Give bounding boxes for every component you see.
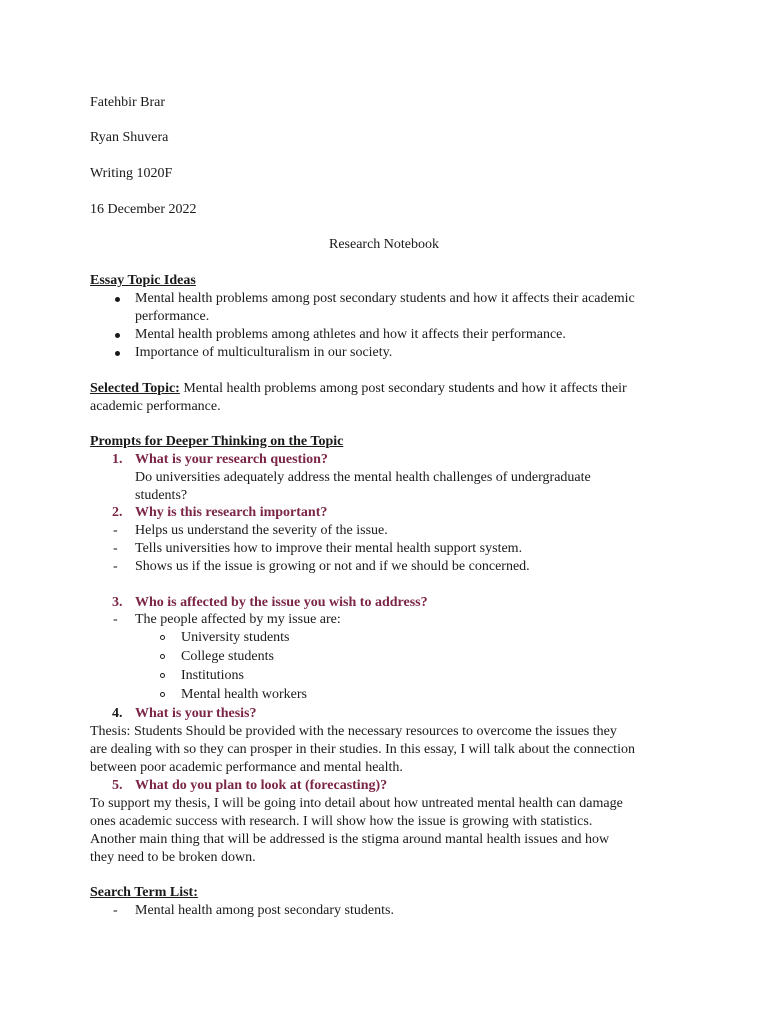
thesis-line-2: are dealing with so they can prosper in their studies. In this essay, I will talk about the connection [90, 742, 635, 757]
document-title: Research Notebook [328, 237, 440, 252]
q4-number: 4. [112, 706, 123, 721]
dash-marker: - [113, 559, 118, 574]
forecast-line-1: To support my thesis, I will be going into detail about how untreated mental health can damage [90, 796, 623, 811]
dash-marker: - [113, 523, 118, 538]
q5-number: 5. [112, 778, 123, 793]
dash-marker: - [113, 903, 118, 918]
search-term-item-1: Mental health among post secondary students. [135, 903, 394, 918]
q2-number: 2. [112, 505, 123, 520]
selected-topic-label: Selected Topic: [90, 381, 180, 396]
forecast-line-2: ones academic success with research. I will show how the issue is growing with statistics. [90, 814, 593, 829]
topic-item-1-line1: Mental health problems among post secondary students and how it affects their academic [135, 291, 635, 306]
q2-point-2: Tells universities how to improve their mental health support system. [135, 541, 523, 556]
q4-question: What is your thesis? [135, 706, 257, 721]
q2-point-1: Helps us understand the severity of the issue. [135, 523, 388, 538]
dash-marker: - [113, 541, 118, 556]
q5-question: What do you plan to look at (forecasting)? [135, 778, 388, 793]
course-name: Writing 1020F [90, 166, 173, 181]
document-date: 16 December 2022 [90, 202, 197, 217]
essay-topics-heading: Essay Topic Ideas [90, 273, 196, 288]
thesis-line-1: Thesis: Students Should be provided with the necessary resources to overcome the issues they [90, 724, 617, 739]
bullet-icon [115, 351, 120, 356]
affected-item-4: Mental health workers [181, 687, 307, 702]
affected-item-3: Institutions [181, 668, 245, 683]
dash-marker: - [113, 612, 118, 627]
prompts-heading: Prompts for Deeper Thinking on the Topic [90, 434, 344, 449]
q3-point: The people affected by my issue are: [135, 612, 341, 627]
circle-bullet-icon [160, 673, 165, 678]
affected-item-2: College students [181, 649, 274, 664]
thesis-line-3: between poor academic performance and mental health. [90, 760, 403, 775]
forecast-line-3: Another main thing that will be addressed is the stigma around mantal health issues and how [90, 832, 610, 847]
q3-question: Who is affected by the issue you wish to address? [135, 595, 428, 610]
bullet-icon [115, 297, 120, 302]
q2-point-3: Shows us if the issue is growing or not and if we should be concerned. [135, 559, 530, 574]
circle-bullet-icon [160, 635, 165, 640]
topic-item-1-line2: performance. [135, 309, 210, 324]
selected-topic-line1 [90, 380, 627, 398]
topic-item-3: Importance of multiculturalism in our society. [135, 345, 393, 360]
q1-number: 1. [112, 452, 123, 467]
circle-bullet-icon [160, 692, 165, 697]
q3-number: 3. [112, 595, 123, 610]
author-name: Fatehbir Brar [90, 95, 166, 110]
q1-answer-line1: Do universities adequately address the mental health challenges of undergraduate [135, 470, 591, 485]
instructor-name: Ryan Shuvera [90, 130, 169, 145]
topic-item-2: Mental health problems among athletes and how it affects their performance. [135, 327, 566, 342]
q1-question: What is your research question? [135, 452, 328, 467]
q2-question: Why is this research important? [135, 505, 328, 520]
selected-topic-text: Mental health problems among post secondary students and how it affects their [183, 381, 627, 396]
selected-topic-line2: academic performance. [90, 399, 221, 414]
forecast-line-4: they need to be broken down. [90, 850, 256, 865]
affected-item-1: University students [181, 630, 290, 645]
circle-bullet-icon [160, 654, 165, 659]
bullet-icon [115, 333, 120, 338]
q1-answer-line2: students? [135, 488, 188, 503]
search-terms-heading: Search Term List: [90, 885, 198, 900]
